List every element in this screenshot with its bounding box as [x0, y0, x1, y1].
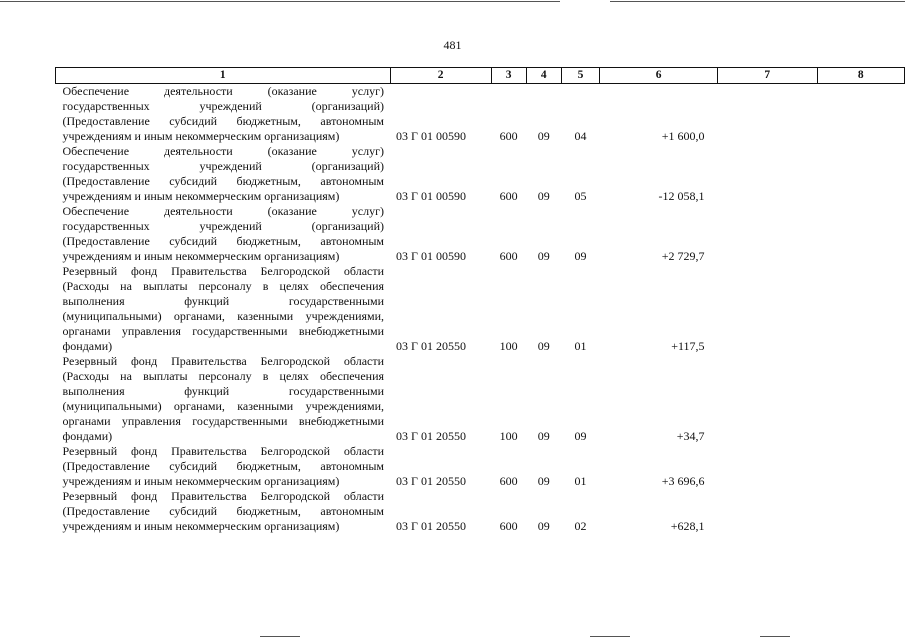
description-line: (Расходы на выплаты персоналу в целях обеспечения [62, 369, 385, 383]
row-amount: +34,7 [676, 429, 705, 443]
row-empty-col7 [718, 354, 818, 444]
row-amount: +3 696,6 [661, 474, 705, 488]
row-code: 03 Г 01 20550 [396, 474, 466, 488]
row-expense-type: 100 [499, 429, 518, 443]
row-expense-type: 600 [499, 189, 518, 203]
row-section: 09 [537, 474, 550, 488]
table-row [56, 264, 905, 354]
row-expense-type: 600 [499, 474, 518, 488]
description-line: органами управления государственными внебюджетными [62, 324, 385, 338]
row-description [56, 144, 391, 204]
row-subsection: 09 [574, 249, 587, 263]
top-scan-line [0, 1, 560, 2]
table-row [56, 144, 905, 204]
description-line: (муниципальными) органами, казенными учреждениями, [62, 309, 385, 323]
description-line: учреждениям и иным некоммерческим организациям) [62, 249, 340, 263]
row-subsection: 05 [574, 189, 587, 203]
row-description [56, 354, 391, 444]
row-section: 09 [537, 339, 550, 353]
row-subsection: 09 [574, 429, 587, 443]
row-subsection: 01 [574, 474, 587, 488]
column-header: 7 [718, 68, 818, 84]
row-amount: +1 600,0 [661, 129, 705, 143]
description-line: учреждениям и иным некоммерческим организациям) [62, 474, 340, 488]
description-line: выполнения функций государственными [62, 294, 385, 308]
row-amount: +117,5 [671, 339, 705, 353]
row-empty-col8 [817, 144, 904, 204]
page-number: 481 [443, 38, 462, 52]
table-body [56, 84, 905, 535]
description-line: учреждениям и иным некоммерческим организациям) [62, 189, 340, 203]
row-code: 03 Г 01 00590 [396, 189, 466, 203]
table-row [56, 489, 905, 534]
row-section: 09 [537, 249, 550, 263]
row-empty-col8 [817, 84, 904, 145]
row-description [56, 444, 391, 489]
description-line: (Предоставление субсидий бюджетным, автономным [62, 114, 385, 128]
row-subsection: 01 [574, 339, 587, 353]
row-expense-type: 600 [499, 129, 518, 143]
row-section: 09 [537, 429, 550, 443]
row-code: 03 Г 01 00590 [396, 249, 466, 263]
row-section: 09 [537, 189, 550, 203]
row-empty-col8 [817, 444, 904, 489]
description-line: учреждениям и иным некоммерческим организациям) [62, 519, 340, 533]
row-description [56, 204, 391, 264]
column-header: 5 [561, 68, 599, 84]
description-line: (Предоставление субсидий бюджетным, автономным [62, 174, 385, 188]
bottom-scan-line [260, 636, 300, 637]
bottom-scan-line-2 [590, 636, 630, 637]
row-code: 03 Г 01 20550 [396, 429, 466, 443]
budget-table [55, 67, 905, 534]
column-header: 1 [56, 68, 391, 84]
column-header: 4 [526, 68, 561, 84]
description-line: Резервный фонд Правительства Белгородской области [62, 354, 385, 368]
description-line: Резервный фонд Правительства Белгородской области [62, 489, 385, 503]
table-row [56, 204, 905, 264]
row-empty-col8 [817, 204, 904, 264]
row-expense-type: 600 [499, 519, 518, 533]
top-scan-line-right [610, 1, 905, 2]
row-empty-col7 [718, 144, 818, 204]
row-section: 09 [537, 519, 550, 533]
description-line: Обеспечение деятельности (оказание услуг) [62, 84, 385, 98]
row-code: 03 Г 01 00590 [396, 129, 466, 143]
row-empty-col8 [817, 354, 904, 444]
description-line: (Предоставление субсидий бюджетным, автономным [62, 504, 385, 518]
description-line: выполнения функций государственными [62, 384, 385, 398]
description-line: фондами) [62, 429, 113, 443]
table-row [56, 84, 905, 145]
description-line: (муниципальными) органами, казенными учреждениями, [62, 399, 385, 413]
row-empty-col8 [817, 264, 904, 354]
column-header: 6 [600, 68, 718, 84]
description-line: государственных учреждений (организаций) [62, 219, 385, 233]
description-line: фондами) [62, 339, 113, 353]
description-line: (Предоставление субсидий бюджетным, автономным [62, 459, 385, 473]
row-empty-col7 [718, 489, 818, 534]
description-line: органами управления государственными внебюджетными [62, 414, 385, 428]
description-line: Обеспечение деятельности (оказание услуг) [62, 204, 385, 218]
description-line: учреждениям и иным некоммерческим организациям) [62, 129, 340, 143]
bottom-scan-line-3 [760, 636, 790, 637]
column-header: 8 [817, 68, 904, 84]
table-row [56, 444, 905, 489]
description-line: Резервный фонд Правительства Белгородской области [62, 444, 385, 458]
description-line: (Предоставление субсидий бюджетным, автономным [62, 234, 385, 248]
row-empty-col7 [718, 444, 818, 489]
row-empty-col8 [817, 489, 904, 534]
description-line: государственных учреждений (организаций) [62, 159, 385, 173]
row-code: 03 Г 01 20550 [396, 339, 466, 353]
description-line: государственных учреждений (организаций) [62, 99, 385, 113]
row-section: 09 [537, 129, 550, 143]
header-row [56, 68, 905, 84]
description-line: (Расходы на выплаты персоналу в целях обеспечения [62, 279, 385, 293]
row-empty-col7 [718, 84, 818, 145]
description-line: Обеспечение деятельности (оказание услуг) [62, 144, 385, 158]
row-subsection: 02 [574, 519, 587, 533]
table-row [56, 354, 905, 444]
row-empty-col7 [718, 204, 818, 264]
row-description [56, 489, 391, 534]
row-code: 03 Г 01 20550 [396, 519, 466, 533]
column-header: 3 [491, 68, 526, 84]
row-subsection: 04 [574, 129, 587, 143]
row-description [56, 264, 391, 354]
row-expense-type: 600 [499, 249, 518, 263]
row-empty-col7 [718, 264, 818, 354]
row-description [56, 84, 391, 145]
description-line: Резервный фонд Правительства Белгородской области [62, 264, 385, 278]
row-expense-type: 100 [499, 339, 518, 353]
row-amount: +2 729,7 [661, 249, 705, 263]
row-amount: -12 058,1 [658, 189, 705, 203]
column-header: 2 [390, 68, 491, 84]
row-amount: +628,1 [670, 519, 705, 533]
